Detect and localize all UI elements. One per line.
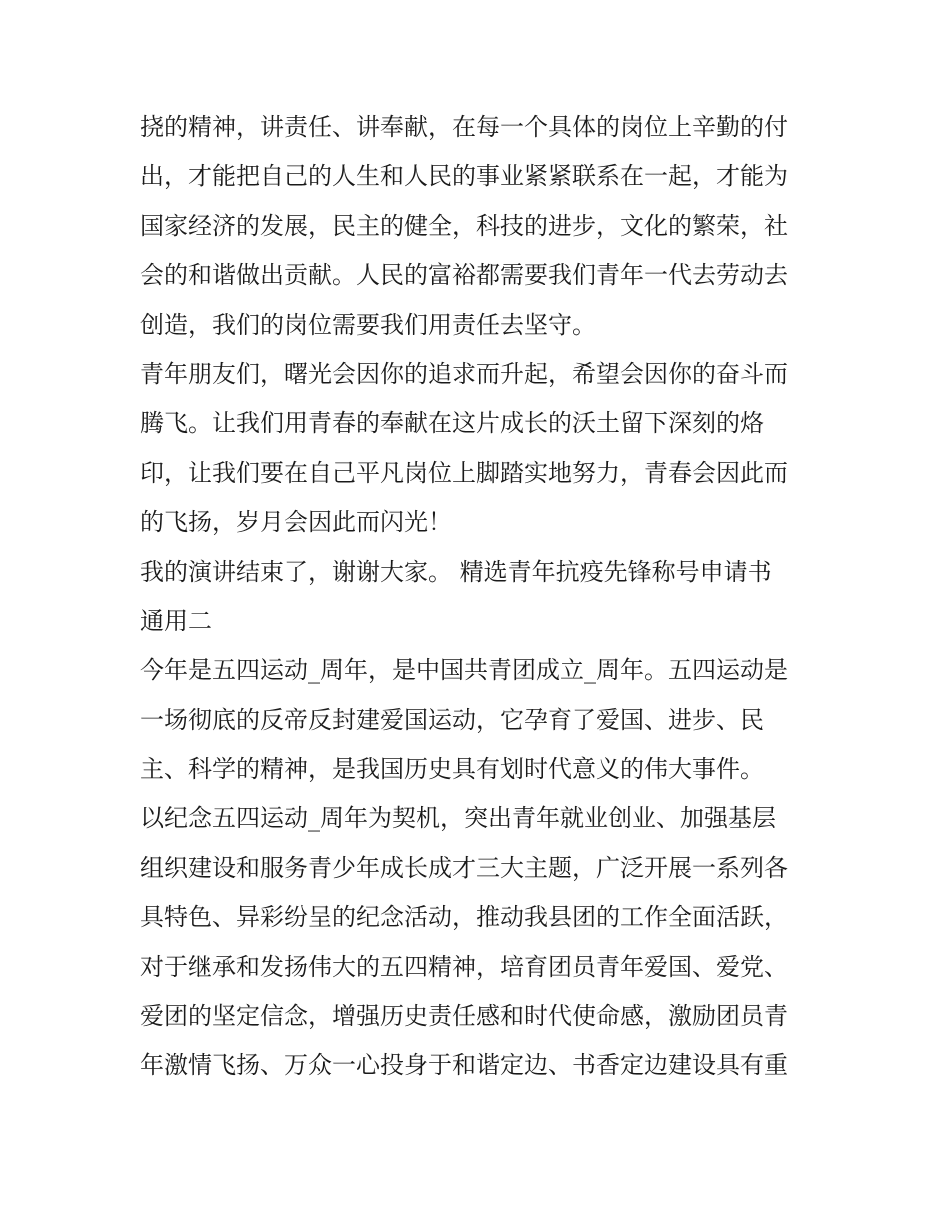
text-line: 我的演讲结束了，谢谢大家。 精选青年抗疫先锋称号申请书 — [140, 557, 772, 586]
text-line: 会的和谐做出贡献。人民的富裕都需要我们青年一代去劳动去 — [140, 261, 788, 290]
text-line: 的飞扬，岁月会因此而闪光！ — [140, 508, 452, 537]
text-line: 腾飞。让我们用青春的奉献在这片成长的沃土留下深刻的烙 — [140, 409, 764, 438]
text-line: 具特色、异彩纷呈的纪念活动，推动我县团的工作全面活跃， — [140, 903, 788, 932]
document-body-text — [140, 103, 820, 1091]
text-line: 国家经济的发展，民主的健全，科技的进步，文化的繁荣，社 — [140, 211, 788, 240]
text-line: 创造，我们的岗位需要我们用责任去坚守。 — [140, 310, 596, 339]
text-line: 挠的精神，讲责任、讲奉献，在每一个具体的岗位上辛勤的付 — [140, 113, 788, 141]
text-line: 今年是五四运动_周年，是中国共青团成立_周年。五四运动是 — [140, 656, 788, 685]
text-line: 一场彻底的反帝反封建爱国运动，它孕育了爱国、进步、民 — [140, 705, 764, 734]
text-line: 爱团的坚定信念，增强历史责任感和时代使命感，激励团员青 — [140, 1002, 788, 1031]
text-line: 通用二 — [140, 606, 212, 635]
text-line: 青年朋友们，曙光会因你的追求而升起，希望会因你的奋斗而 — [140, 359, 788, 388]
text-line: 以纪念五四运动_周年为契机，突出青年就业创业、加强基层 — [140, 804, 776, 833]
text-line: 组织建设和服务青少年成长成才三大主题，广泛开展一系列各 — [140, 853, 788, 882]
text-line: 年激情飞扬、万众一心投身于和谐定边、书香定边建设具有重 — [140, 1051, 788, 1080]
text-line: 对于继承和发扬伟大的五四精神，培育团员青年爱国、爱党、 — [140, 952, 788, 981]
text-line: 印，让我们要在自己平凡岗位上脚踏实地努力，青春会因此而 — [140, 458, 788, 487]
text-line: 主、科学的精神，是我国历史具有划时代意义的伟大事件。 — [140, 755, 764, 784]
text-line: 出，才能把自己的人生和人民的事业紧紧联系在一起，才能为 — [140, 162, 788, 191]
